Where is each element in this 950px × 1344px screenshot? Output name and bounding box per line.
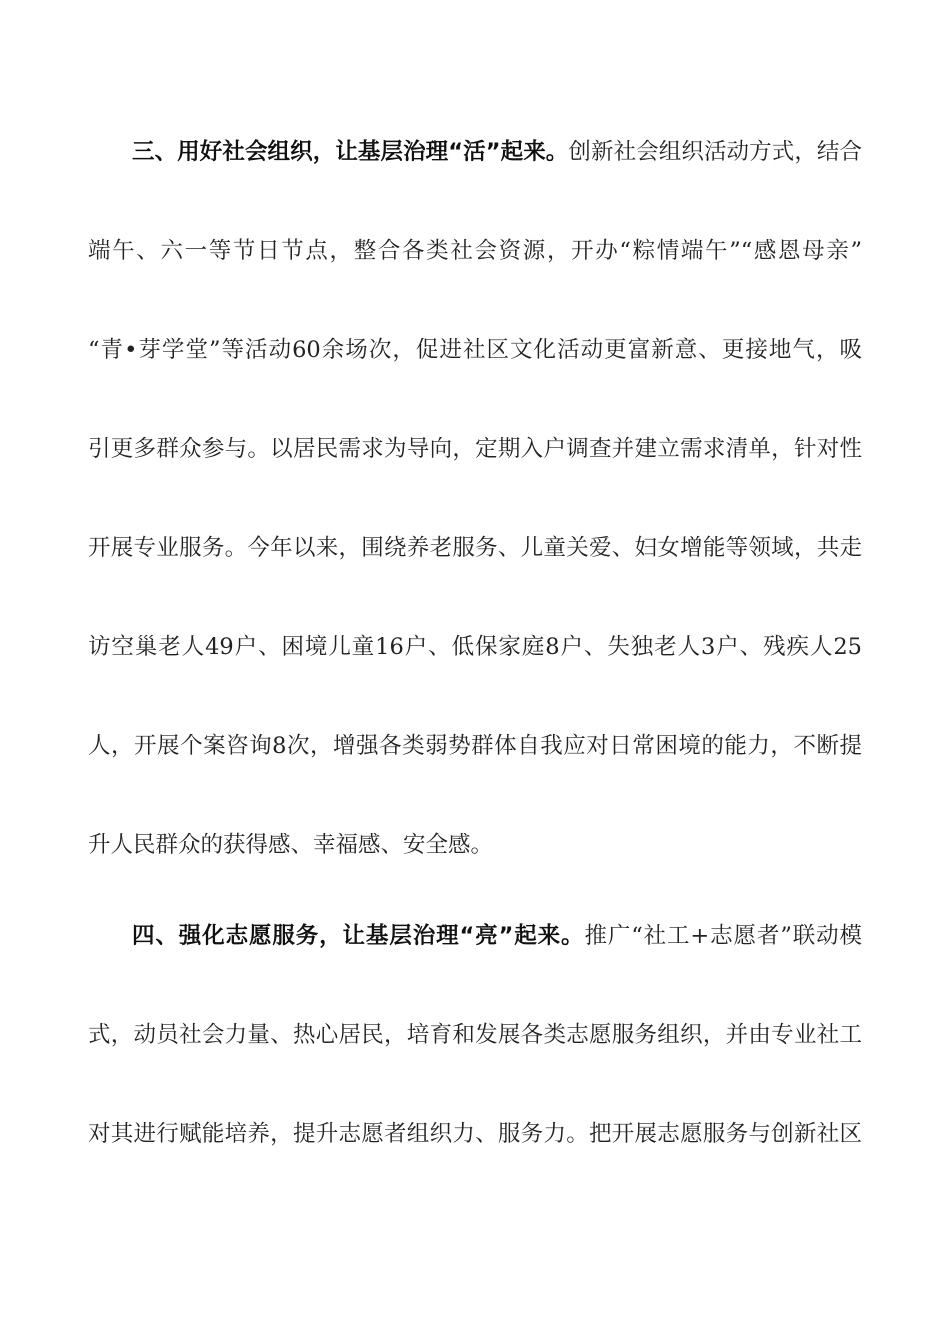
paragraph-3-line-2: 端午、六一等节日节点，整合各类社会资源，开办“粽情端午”“感恩母亲” xyxy=(88,238,862,264)
paragraph-3-line-6: 访空巢老人49户、困境儿童16户、低保家庭8户、失独老人3户、残疾人25 xyxy=(88,634,862,660)
paragraph-4-line-2: 式，动员社会力量、热心居民，培育和发展各类志愿服务组织，并由专业社工 xyxy=(88,1022,862,1048)
paragraph-3-line-5: 开展专业服务。今年以来，围绕养老服务、儿童关爱、妇女增能等领域，共走 xyxy=(88,535,862,561)
paragraph-3-line-1 xyxy=(132,132,862,172)
paragraph-4-line-1 xyxy=(132,916,862,956)
paragraph-3-line-4: 引更多群众参与。以居民需求为导向，定期入户调查并建立需求清单，针对性 xyxy=(88,436,862,462)
paragraph-3-line-3: “青•芽学堂”等活动60余场次，促进社区文化活动更富新意、更接地气，吸 xyxy=(88,337,862,363)
paragraph-4-line-1-text: 推广“社工+志愿者”联动模 xyxy=(584,923,862,949)
paragraph-4-heading: 四、强化志愿服务，让基层治理“亮”起来。 xyxy=(132,923,585,949)
paragraph-3-line-1-text: 创新社会组织活动方式，结合 xyxy=(568,139,862,165)
paragraph-3-heading: 三、用好社会组织，让基层治理“活”起来。 xyxy=(132,139,569,165)
paragraph-3-line-7: 人，开展个案咨询8次，增强各类弱势群体自我应对日常困境的能力，不断提 xyxy=(88,733,862,759)
paragraph-4-line-3: 对其进行赋能培养，提升志愿者组织力、服务力。把开展志愿服务与创新社区 xyxy=(88,1121,862,1147)
paragraph-3-line-8: 升人民群众的获得感、幸福感、安全感。 xyxy=(88,832,494,858)
